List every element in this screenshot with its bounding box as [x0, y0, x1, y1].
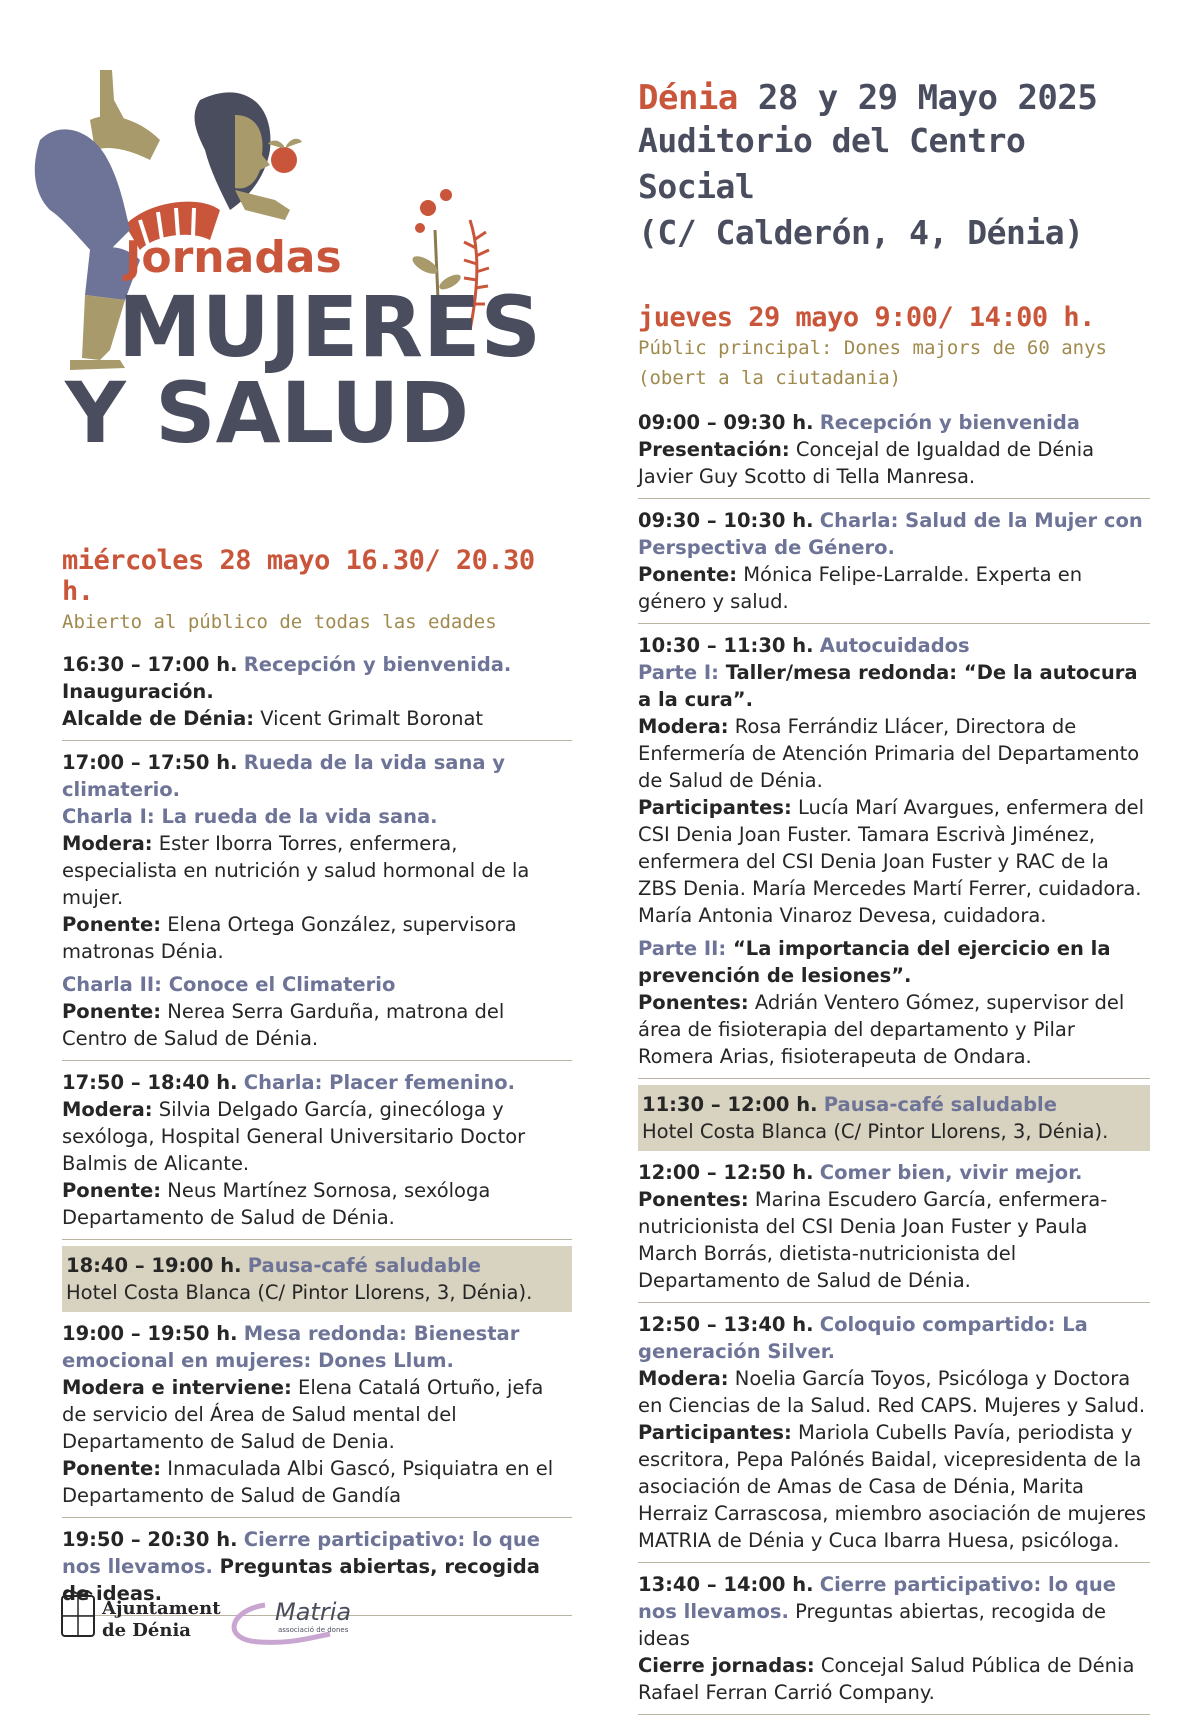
agenda-item: 16:30 – 17:00 h. Recepción y bienvenida. Inauguración. Alcalde de Dénia: Vicent Grimalt Boronat — [62, 643, 572, 741]
sponsor-logos — [60, 1590, 400, 1650]
agenda-item: 10:30 – 11:30 h. Autocuidados Parte I: Taller/mesa redonda: “De la autocura a la cura”. Modera: Rosa Ferrándiz Llácer, Directora de Enfermería de Atención Primaria del Departamento de Salud de Dénia. Participantes: Lucía Marí Avargues, enfermera del CSI Denia Joan Fuster. Tamara Escrivà Jiménez, enfermera del CSI Denia Joan Fuster y RAC de la ZBS Denia. María Mercedes Martí Ferrer, cuidadora. María Antonia Vinaroz Devesa, cuidadora. Parte II: “La importancia del ejercicio en la prevención de lesiones”. Ponentes: Adrián Ventero Gómez, supervisor del área de fisioterapia del departamento y Pilar Romera Arias, fisioterapeuta de Ondara. — [638, 624, 1150, 1079]
day2-audience-line2: (obert a la ciutadania) — [638, 367, 902, 389]
agenda-item: 19:50 – 20:30 h. Cierre participativo: lo que nos llevamos. Preguntas abiertas, recogida de ideas. — [62, 1518, 572, 1616]
title-line-3: Y SALUD — [65, 364, 470, 462]
agenda-item: 12:00 – 12:50 h. Comer bien, vivir mejor. Ponentes: Marina Escudero García, enfermera-nutricionista del CSI Denia Joan Fuster y Paula March Borrás, dietista-nutricionista del Departamento de Salud de Dénia. — [638, 1151, 1150, 1303]
yoga-figure-illustration — [30, 60, 590, 500]
day2-heading: jueves 29 mayo 9:00/ 14:00 h. — [638, 302, 1095, 333]
agenda-item: 19:00 – 19:50 h. Mesa redonda: Bienestar emocional en mujeres: Dones Llum. Modera e interviene: Elena Catalá Ortuño, jefa de servicio del Área de Salud mental del Departamento de Salud de Denia. Ponente: Inmaculada Albi Gascó, Psiquiatra en el Departamento de Salud de Gandía — [62, 1312, 572, 1518]
title-line-2: MUJERES — [118, 278, 541, 376]
venue-name: Auditorio del Centro Social — [638, 121, 1026, 206]
agenda-item: 13:40 – 14:00 h. Cierre participativo: lo que nos llevamos. Preguntas abiertas, recogida de ideas Cierre jornadas: Concejal Salud Pública de Dénia Rafael Ferran Carrió Company. — [638, 1563, 1150, 1715]
coffee-break: 11:30 – 12:00 h. Pausa-café saludable Hotel Costa Blanca (C/ Pintor Llorens, 3, Dénia). — [638, 1085, 1150, 1151]
logos-graphic — [60, 1590, 400, 1650]
matria-subtitle: associació de dones — [278, 1626, 349, 1634]
day2-audience-line1: Públic principal: Dones majors de 60 anys — [638, 337, 1107, 359]
day1-audience: Abierto al público de todas las edades — [62, 611, 497, 633]
agenda-item: 09:30 – 10:30 h. Charla: Salud de la Mujer con Perspectiva de Género. Ponente: Mónica Felipe-Larralde. Experta en género y salud. — [638, 499, 1150, 624]
title-line-1: Jornadas — [125, 232, 342, 283]
venue-address: (C/ Calderón, 4, Dénia) — [638, 213, 1084, 252]
agenda-item: 09:00 – 09:30 h. Recepción y bienvenida Presentación: Concejal de Igualdad de Dénia Javier Guy Scotto di Tella Manresa. — [638, 401, 1150, 499]
coffee-break: 18:40 – 19:00 h. Pausa-café saludable Hotel Costa Blanca (C/ Pintor Llorens, 3, Dénia). — [62, 1246, 572, 1312]
left-column — [62, 545, 572, 1616]
event-city: Dénia — [638, 78, 738, 118]
matria-name: Matria — [275, 1598, 352, 1626]
day1-heading: miércoles 28 mayo 16.30/ 20.30 h. — [62, 545, 535, 607]
agenda-item: 17:00 – 17:50 h. Rueda de la vida sana y climaterio. Charla I: La rueda de la vida sana. Modera: Ester Iborra Torres, enfermera, especialista en nutrición y salud hormonal de la mujer. Ponente: Elena Ortega González, supervisora matronas Dénia. Charla II: Conoce el Climaterio Ponente: Nerea Serra Garduña, matrona del Centro de Salud de Dénia. — [62, 741, 572, 1061]
title-artwork — [30, 60, 590, 500]
event-date-range: 28 y 29 Mayo 2025 — [757, 78, 1098, 118]
ajuntament-crest-icon — [62, 1590, 94, 1636]
ajuntament-line1: Ajuntament — [102, 1598, 221, 1619]
event-dates — [638, 78, 1150, 118]
agenda-item: 12:50 – 13:40 h. Coloquio compartido: La generación Silver. Modera: Noelia García Toyos, Psicóloga y Doctora en Ciencias de la Salud. Red CAPS. Mujeres y Salud. Participantes: Mariola Cubells Pavía, periodista y escritora, Pepa Palónés Baidal, vicepresidenta de la asociación de Amas de Casa de Dénia, Marita Herraiz Carrascosa, miembro asociación de mujeres MATRIA de Dénia y Cuca Ibarra Huesa, psicóloga. — [638, 1303, 1150, 1563]
ajuntament-line2: de Dénia — [102, 1620, 191, 1641]
right-column — [638, 78, 1150, 1715]
agenda-item: 17:50 – 18:40 h. Charla: Placer femenino. Modera: Silvia Delgado García, ginecóloga y sexóloga, Hospital General Universitario Doctor Balmis de Alicante. Ponente: Neus Martínez Sornosa, sexóloga Departamento de Salud de Dénia. — [62, 1061, 572, 1240]
